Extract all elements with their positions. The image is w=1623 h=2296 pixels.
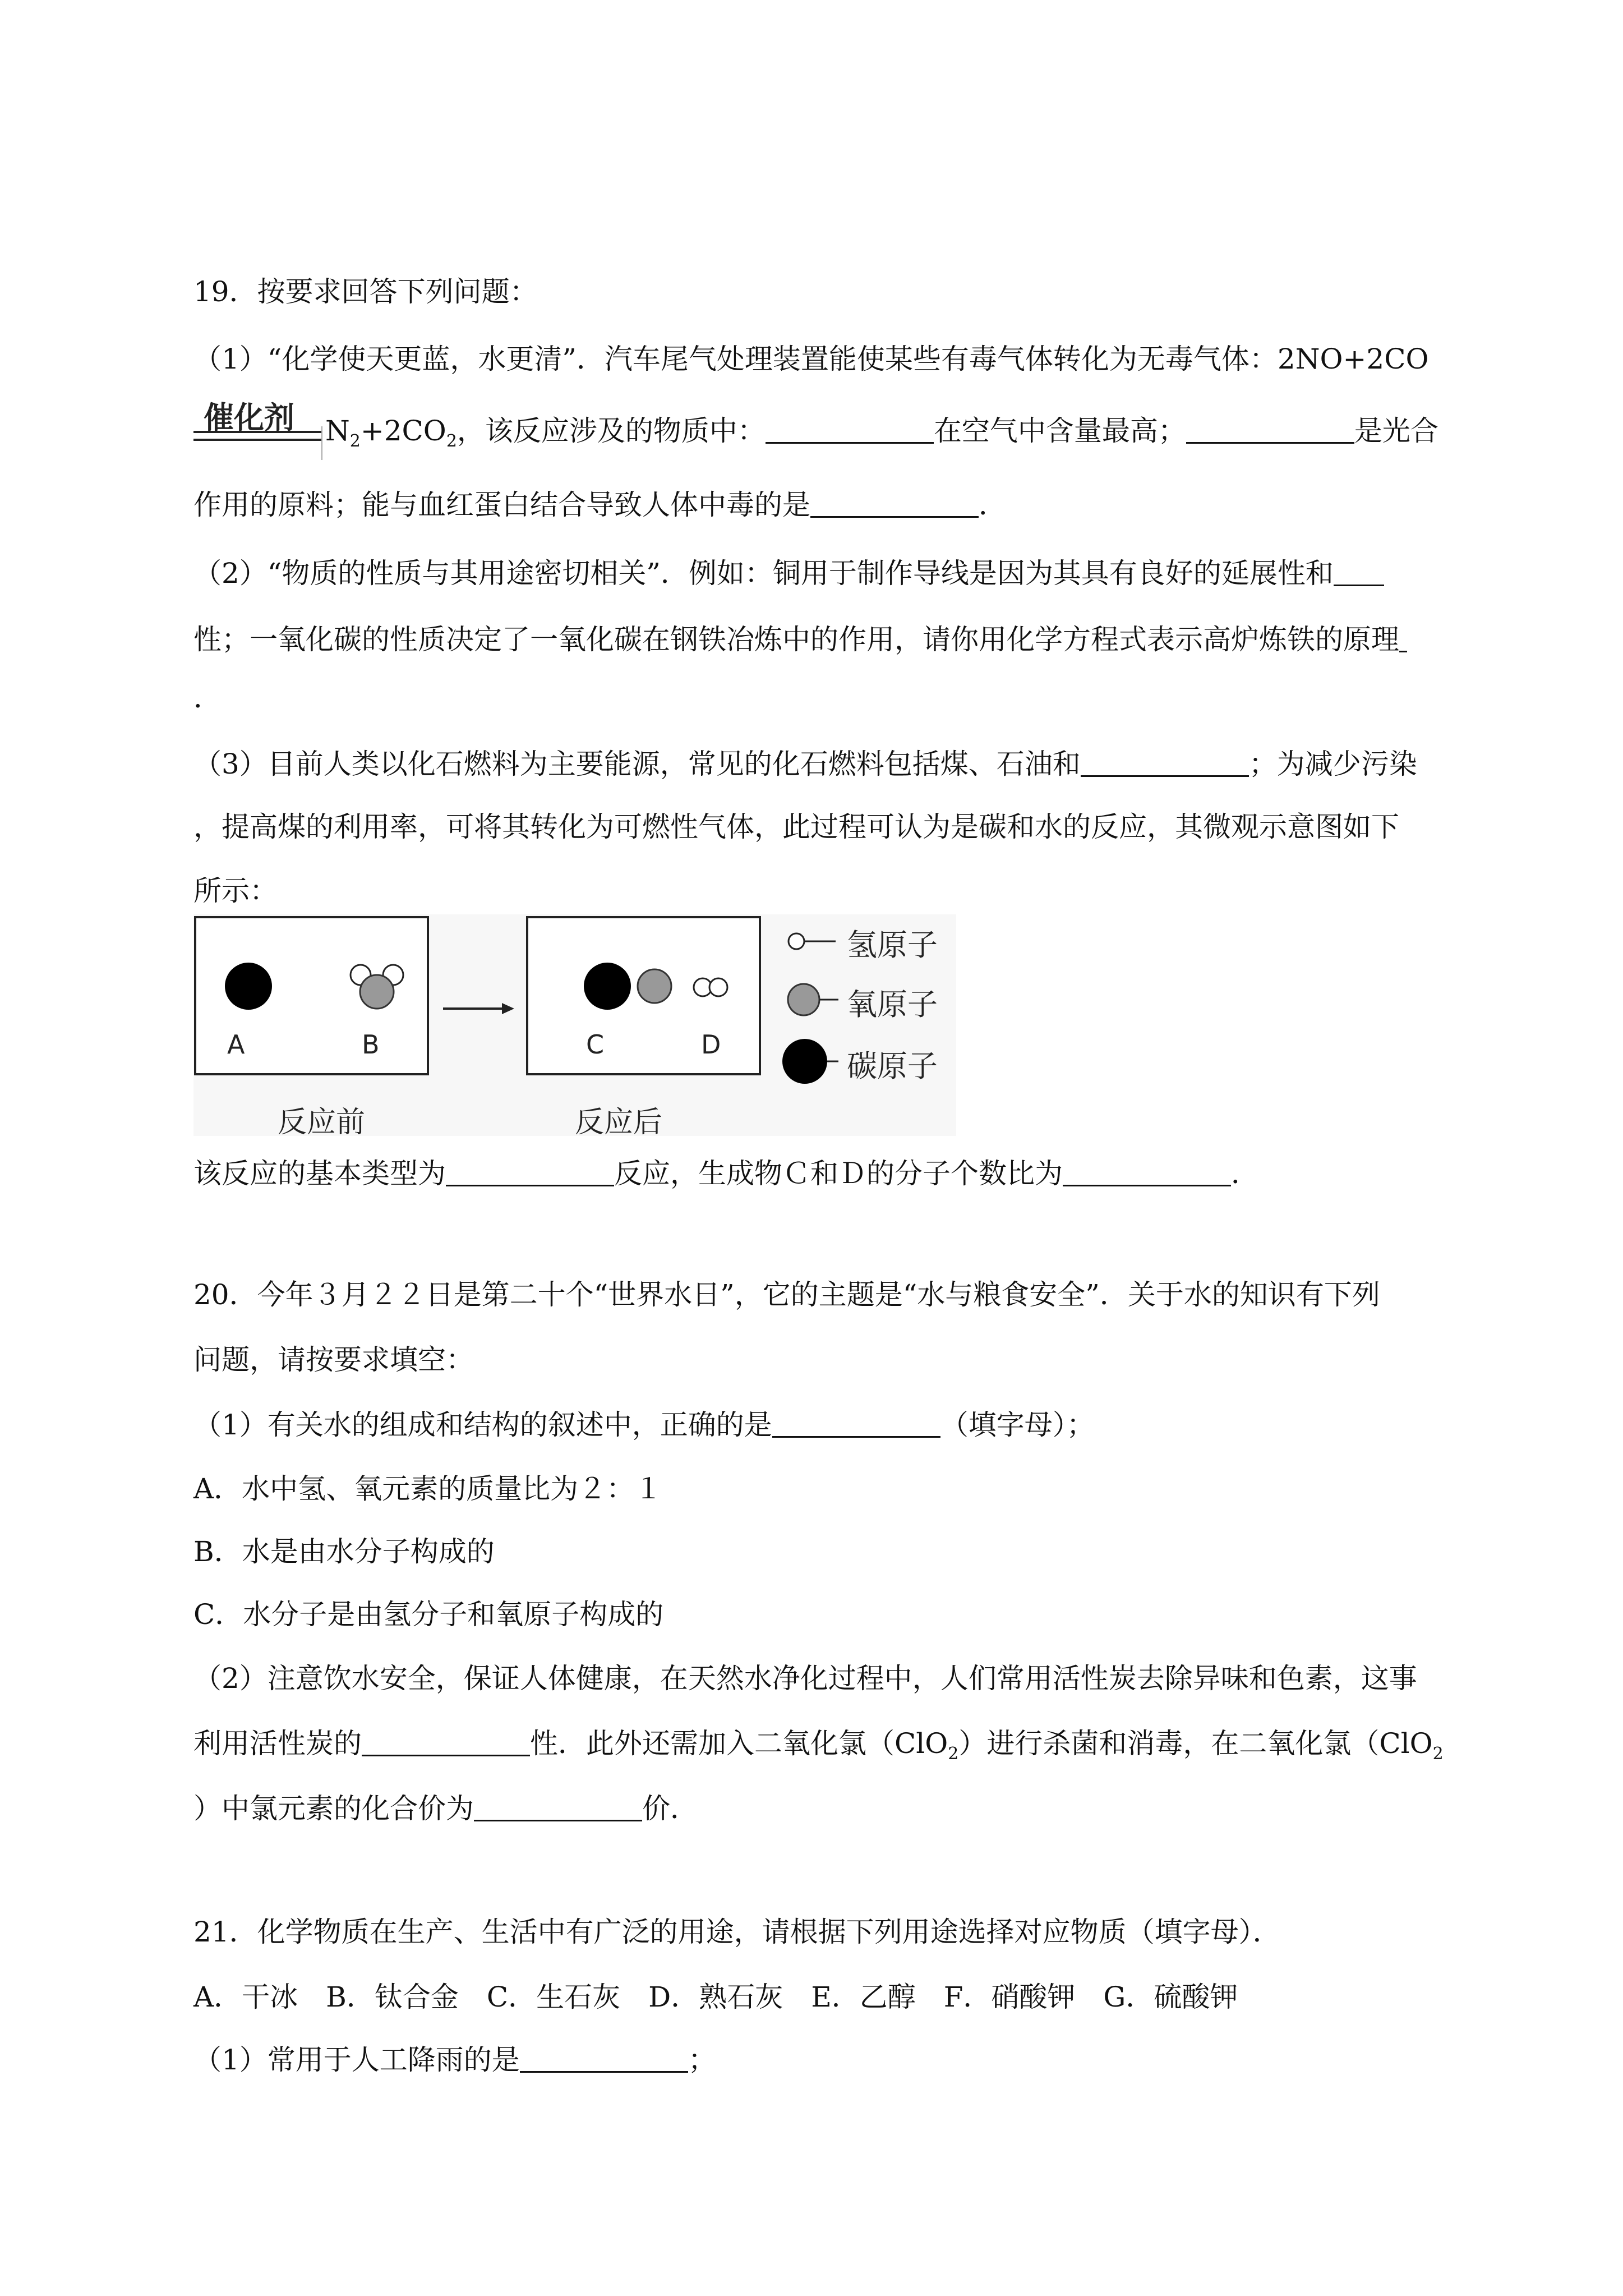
q20-option-a: A．水中氢、氧元素的质量比为２：１ bbox=[193, 1473, 663, 1505]
q20-option-b: B．水是由水分子构成的 bbox=[193, 1535, 495, 1568]
answer-blank[interactable] bbox=[362, 1727, 530, 1756]
q19-p3-line1: （3）目前人类以化石燃料为主要能源，常见的化石燃料包括煤、石油和 ；为减少污染 bbox=[193, 748, 1417, 780]
caption-after: 反应后 bbox=[575, 1106, 663, 1139]
q19-p3-line3: 所示： bbox=[193, 875, 278, 907]
legend-oxygen: 氧原子 bbox=[847, 987, 938, 1022]
q20-title2: 问题，请按要求填空： bbox=[193, 1343, 474, 1376]
answer-blank[interactable] bbox=[1399, 623, 1407, 652]
q19-p1-line1: （1）“化学使天更蓝，水更清”．汽车尾气处理装置能使某些有毒气体转化为无毒气体：2NO+2CO bbox=[193, 343, 1429, 375]
q19-p2-line3: ． bbox=[193, 682, 222, 714]
q19-p3-line4: 该反应的基本类型为 反应，生成物Ｃ和Ｄ的分子个数比为 ． bbox=[193, 1157, 1259, 1190]
q19-title: 19．按要求回答下列问题： bbox=[193, 275, 538, 308]
answer-blank[interactable] bbox=[772, 1408, 940, 1438]
legend-hydrogen: 氢原子 bbox=[847, 927, 938, 963]
hydrogen-atom-d2 bbox=[709, 978, 727, 996]
legend-hydrogen-icon bbox=[789, 933, 804, 949]
q19-p2-line1: （2）“物质的性质与其用途密切相关”．例如：铜用于制作导线是因为其具有良好的延展性和 bbox=[193, 555, 1384, 591]
oxygen-atom-c bbox=[638, 969, 671, 1003]
arrow-icon bbox=[502, 1003, 514, 1014]
answer-blank[interactable] bbox=[520, 2043, 688, 2073]
answer-blank[interactable] bbox=[1186, 414, 1354, 444]
label-d: D bbox=[701, 1029, 721, 1060]
q20-p2-line2: 利用活性炭的 性．此外还需加入二氧化氯（ClO$_2$）进行杀菌和消毒，在二氧化氯（ClO$_2$ bbox=[193, 1727, 1444, 1764]
answer-blank[interactable] bbox=[474, 1792, 642, 1821]
answer-blank[interactable] bbox=[446, 1157, 614, 1186]
q19-p1-line3: 作用的原料；能与血红蛋白结合导致人体中毒的是 ． bbox=[193, 489, 1007, 521]
legend-oxygen-icon bbox=[788, 984, 819, 1015]
reaction-diagram bbox=[193, 914, 956, 1139]
catalyst-arrow bbox=[193, 393, 328, 460]
q20-option-c: C．水分子是由氢分子和氧原子构成的 bbox=[193, 1598, 664, 1631]
carbon-atom-a bbox=[225, 963, 272, 1010]
answer-blank[interactable] bbox=[1063, 1157, 1231, 1186]
catalyst-label: 催化剂 bbox=[204, 400, 294, 435]
q19-p2-line2: 性；一氧化碳的性质决定了一氧化碳在钢铁冶炼中的作用，请你用化学方程式表示高炉炼铁的原理 bbox=[193, 622, 1407, 657]
legend-carbon-icon bbox=[782, 1039, 827, 1084]
answer-blank[interactable] bbox=[766, 414, 934, 444]
legend-carbon: 碳原子 bbox=[847, 1048, 938, 1084]
q20-p2-line1: （2）注意饮水安全，保证人体健康，在天然水净化过程中，人们常用活性炭去除异味和色素，这事 bbox=[193, 1662, 1417, 1695]
answer-blank[interactable] bbox=[810, 488, 979, 518]
label-a: A bbox=[227, 1029, 245, 1060]
q20-p1: （1）有关水的组成和结构的叙述中，正确的是 （填字母）； bbox=[193, 1409, 1095, 1441]
answer-blank[interactable] bbox=[1081, 747, 1249, 777]
caption-before: 反应前 bbox=[278, 1106, 366, 1139]
q20-title: 20．今年３月２２日是第二十个“世界水日”，它的主题是“水与粮食安全”．关于水的知识有下列 bbox=[193, 1278, 1380, 1311]
q20-p2-line3: ）中氯元素的化合价为 价． bbox=[193, 1792, 698, 1825]
q19-p1-line2: $N_2+2CO_2$，该反应涉及的物质中： 在空气中含量最高； 是光合 bbox=[325, 415, 1438, 451]
oxygen-atom-b bbox=[360, 975, 394, 1009]
q21-title: 21．化学物质在生产、生活中有广泛的用途，请根据下列用途选择对应物质（填字母）． bbox=[193, 1916, 1281, 1948]
label-b: B bbox=[362, 1029, 380, 1060]
q21-p1: （1）常用于人工降雨的是 ； bbox=[193, 2044, 716, 2076]
answer-blank[interactable] bbox=[1334, 556, 1384, 586]
q21-options: A．干冰 B．钛合金 C．生石灰 D．熟石灰 E．乙醇 F．硝酸钾 G．硫酸钾 bbox=[193, 1981, 1238, 2013]
carbon-atom-c bbox=[584, 963, 631, 1010]
label-c: C bbox=[586, 1029, 605, 1060]
q19-p3-line2: ，提高煤的利用率，可将其转化为可燃性气体，此过程可认为是碳和水的反应，其微观示意图如下 bbox=[193, 811, 1399, 843]
